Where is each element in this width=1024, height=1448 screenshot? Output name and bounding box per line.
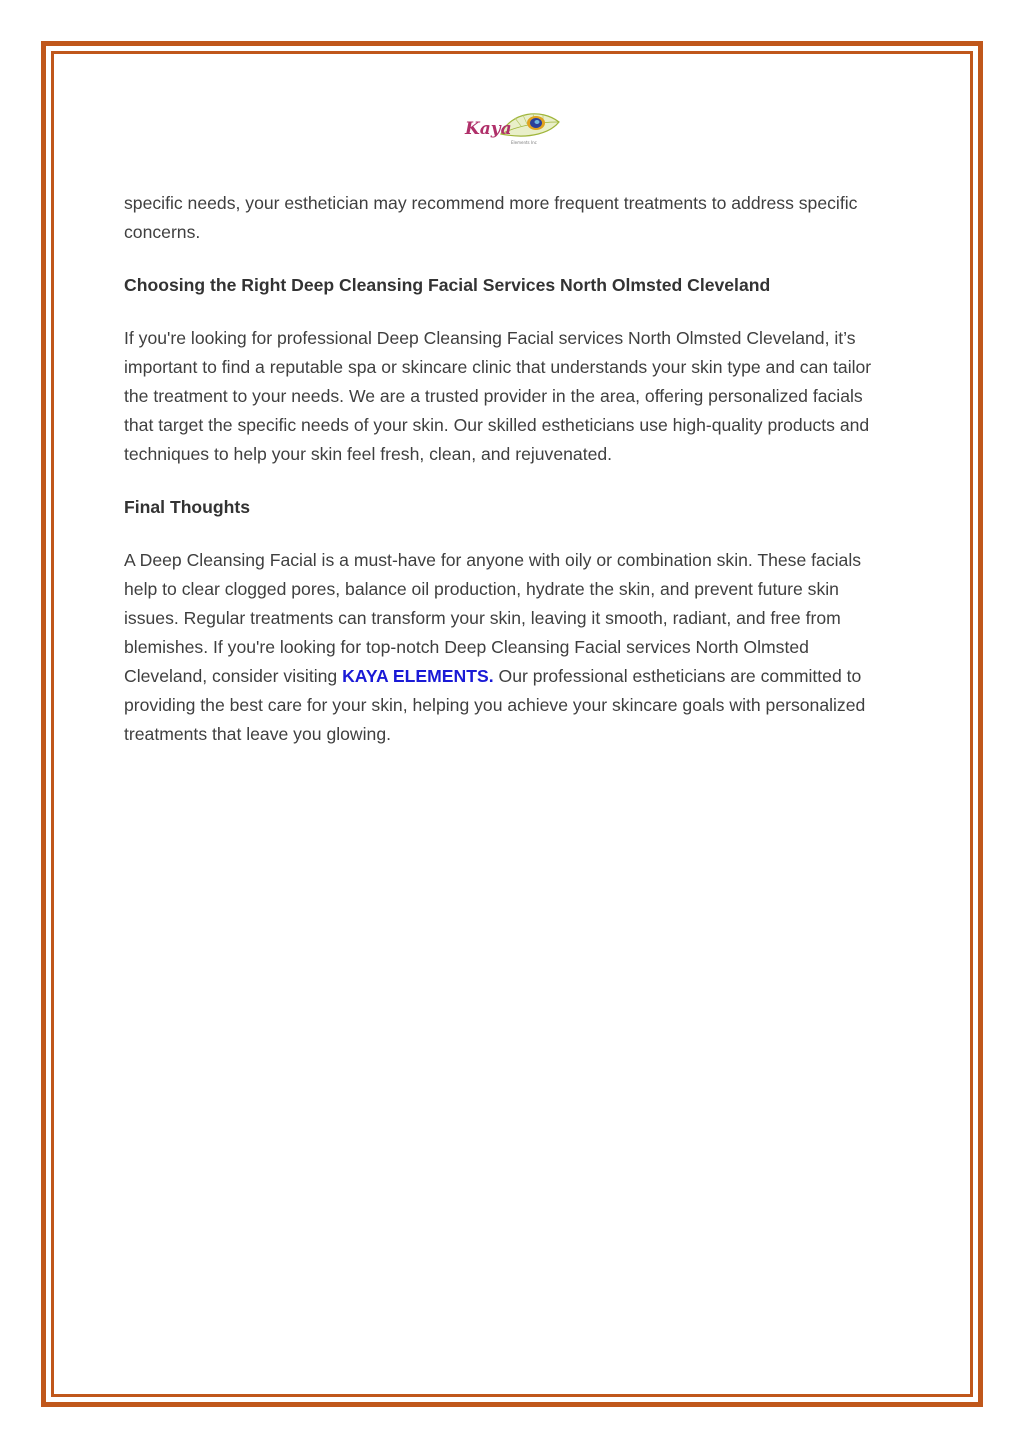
final-text-after-link: Our professional estheticians are committed to providing the best care for your skin, helping you achieve your skincare goals with personalized treatments that leave you glowing. [124,666,866,744]
section-paragraph-final-thoughts [124,546,894,749]
svg-text:Elements Inc: Elements Inc [511,140,537,145]
kaya-elements-logo [463,104,563,148]
svg-text:Kaya: Kaya [465,119,512,139]
intro-paragraph: specific needs, your esthetician may recommend more frequent treatments to address specific concerns. [124,193,858,242]
section-heading-choosing: Choosing the Right Deep Cleansing Facial Services North Olmsted Cleveland [124,275,771,295]
section-heading-final-thoughts: Final Thoughts [124,497,251,517]
kaya-elements-link[interactable]: KAYA ELEMENTS. [342,666,494,686]
section-paragraph-choosing: If you're looking for professional Deep Cleansing Facial services North Olmsted Cleveland, it’s important to find a reputable spa or skincare clinic that understands your skin type and can tailor the treatment to your needs. We are a trusted provider in the area, offering personalized facials that target the specific needs of your skin. Our skilled estheticians use high-quality products and techniques to help your skin feel fresh, clean, and rejuvenated. [124,328,872,464]
final-text-before-link: A Deep Cleansing Facial is a must-have for anyone with oily or combination skin. These facials help to clear clogged pores, balance oil production, hydrate the skin, and prevent future skin issues. Regular treatments can transform your skin, leaving it smooth, radiant, and free from blemishes. If you're looking for top-notch Deep Cleansing Facial services North Olmsted Cleveland, consider visiting [124,550,862,686]
document-body [124,189,894,773]
